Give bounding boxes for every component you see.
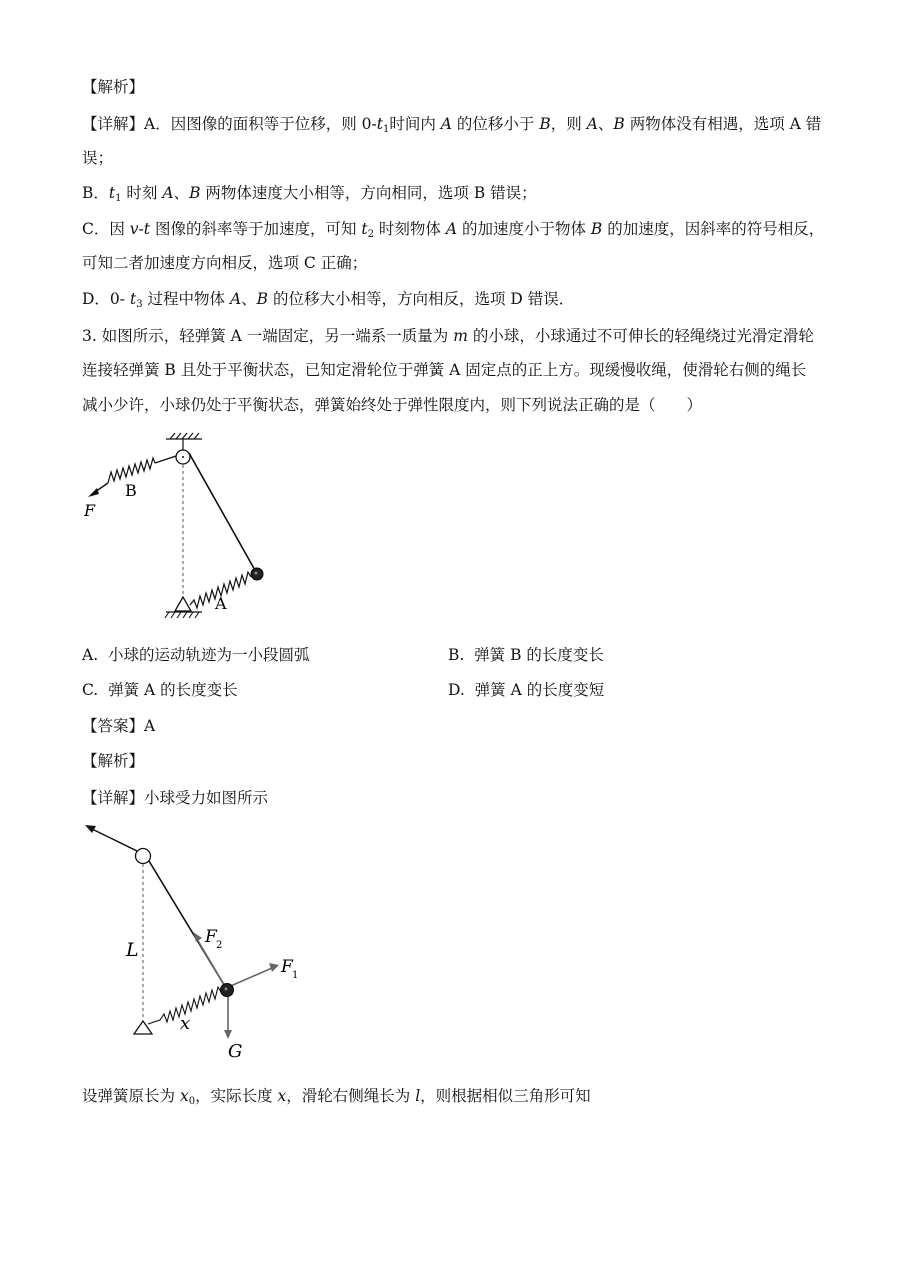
label-f1-sub: 1 <box>292 970 299 981</box>
detail-option-d: D．0- $t_3$ 过程中物体 A、B 的位移大小相等，方向相反，选项 D 错误． <box>82 290 575 310</box>
label-spring-a: A <box>215 594 227 613</box>
label-force-f: F <box>84 501 96 520</box>
detail-force-analysis: 【详解】小球受力如图所示 <box>82 789 269 807</box>
option-b[interactable]: B. 弹簧 B 的长度变长 <box>448 646 604 664</box>
answer: 【答案】A <box>82 717 156 735</box>
label-f1: F <box>281 957 293 977</box>
detail-option-c-line1: C．因 v-t 图像的斜率等于加速度，可知 $t_2$ 时刻物体 A 的加速度小于物体 B 的加速度，因斜率的符号相反， <box>82 220 825 240</box>
question3-line2: 连接轻弹簧 B 且处于平衡状态，已知定滑轮位于弹簧 A 固定点的正上方。现缓慢收绳，使滑轮右侧的绳长 <box>82 361 807 379</box>
option-c[interactable]: C. 弹簧 A 的长度变长 <box>82 681 238 699</box>
section-heading-analysis-2: 【解析】 <box>82 752 145 770</box>
detail-option-c-line2: 可知二者加速度方向相反，选项 C 正确； <box>82 254 368 272</box>
detail-option-a-line2: 误； <box>82 149 114 167</box>
label-f2-sub: 2 <box>216 940 223 951</box>
section-heading-analysis: 【解析】 <box>82 78 145 96</box>
label-l: L <box>126 939 139 961</box>
label-spring-b: B <box>125 481 137 500</box>
question3-line1: 3. 如图所示，轻弹簧 A 一端固定，另一端系一质量为 m 的小球，小球通过不可伸长的轻绳绕过光滑定滑轮 <box>82 327 814 345</box>
label-f2: F <box>205 927 217 947</box>
similar-triangle-statement: 设弹簧原长为 $x_0$，实际长度 x，滑轮右侧绳长为 l，则根据相似三角形可知 <box>82 1087 591 1107</box>
label-g: G <box>228 1041 243 1062</box>
label-x: x <box>180 1013 191 1034</box>
option-d[interactable]: D. 弹簧 A 的长度变短 <box>448 681 605 699</box>
option-a[interactable]: A. 小球的运动轨迹为一小段圆弧 <box>82 646 310 664</box>
figure-force-diagram <box>80 818 310 1063</box>
figure-pulley-spring-setup <box>80 432 280 620</box>
question3-line3: 减小少许，小球仍处于平衡状态，弹簧始终处于弹性限度内，则下列说法正确的是（ ） <box>82 396 703 414</box>
detail-option-a-line1: 【详解】A．因图像的面积等于位移，则 $0-t_1$时间内 A 的位移小于 B，则 A、B 两物体没有相遇，选项 A 错 <box>82 115 822 135</box>
detail-option-b: B．$t_1$ 时刻 A、B 两物体速度大小相等，方向相同，选项 B 错误； <box>82 184 537 204</box>
